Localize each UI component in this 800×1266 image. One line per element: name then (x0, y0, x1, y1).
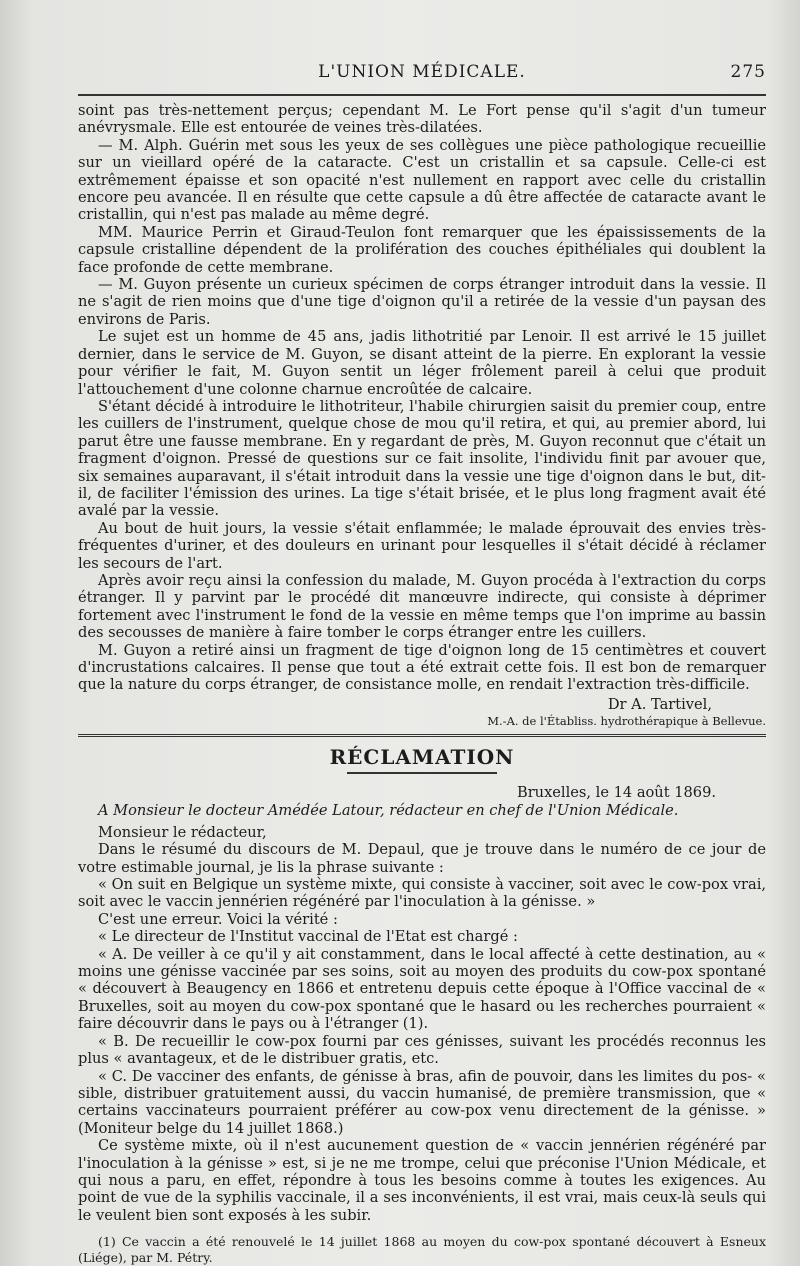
paragraph-1: soint pas très-nettement perçus; cependant M. Le Fort pense qu'il s'agit d'un tumeur anévrysmale. Elle est entourée de veines très-dilatées. (78, 102, 766, 137)
letter-date: Bruxelles, le 14 août 1869. (516, 783, 716, 801)
footnote: (1) Ce vaccin a été renouvelé le 14 juillet 1868 au moyen du cow-pox spontané découvert à Esneux (Liége), par M. Pétry. (78, 1234, 766, 1266)
paragraph-4: — M. Guyon présente un curieux spécimen de corps étranger introduit dans la vessie. Il ne s'agit de rien moins que d'une tige d'oignon qu'il a retirée de la vessie d'un paysan des environs de Paris. (78, 276, 766, 328)
letter-paragraph-7: « C. De vacciner des enfants, de génisse à bras, afin de pouvoir, dans les limites du pos- « sible, distribuer gratuitement aussi, du vaccin humanisé, de première transmission, que « certains vaccinateurs pourraient préférer au cow-pox venu directement de la génisse. » (Moniteur belge du 14 juillet 1868.) (78, 1067, 766, 1137)
paragraph-7: Au bout de huit jours, la vessie s'était enflammée; le malade éprouvait des envies très-fréquentes d'uriner, et des douleurs en urinant pour lesquelles il s'était décidé à réclamer les secours de l'art. (78, 519, 766, 572)
paragraph-8: Après avoir reçu ainsi la confession du malade, M. Guyon procéda à l'extraction du corps étranger. Il y parvint par le procédé dit manœuvre indirecte, qui consiste à déprimer fortement avec l'instrument le fond de la vessie en même temps que l'on imprime au bassin des secousses de manière à faire tomber le corps étranger entre les cuillers. (78, 571, 766, 642)
title-underline (347, 772, 497, 774)
letter-paragraph-6: « B. De recueillir le cow-pox fourni par ces génisses, suivant les procédés reconnus les plus « avantageux, et de le distribuer gratis, etc. (78, 1032, 766, 1068)
letter-paragraph-5: « A. De veiller à ce qu'il y ait constamment, dans le local affecté à cette destination, au « moins une génisse vaccinée par ses soins, soit au moyen des produits du cow-pox spontané « découvert à Beaugency en 1866 et entretenu depuis cette époque à l'Office vaccinal de « Bruxelles, soit au moyen du cow-pox spontané que le hasard ou les recherches pourraient « faire découvrir dans le pays ou à l'étranger (1). (78, 945, 766, 1033)
letter-salutation: Monsieur le rédacteur, (98, 823, 267, 841)
paragraph-9: M. Guyon a retiré ainsi un fragment de tige d'oignon long de 15 centimètres et couvert d'incrustations calcaires. Il pense que tout a été extrait cette fois. Il est bon de remarquer que la nature du corps étranger, de consistance molle, en rendait l'extraction très-difficile. (78, 641, 766, 694)
paragraph-5: Le sujet est un homme de 45 ans, jadis lithotritié par Lenoir. Il est arrivé le 15 juillet dernier, dans le service de M. Guyon, se disant atteint de la pierre. En explorant la vessie pour vérifier le fait, M. Guyon sentit un léger frôlement pareil à celui que produit l'attouchement d'une colonne charnue encroûtée de calcaire. (78, 328, 766, 398)
letter-address: A Monsieur le docteur Amédée Latour, rédacteur en chef de l'Union Médicale. (98, 801, 679, 819)
paragraph-2: — M. Alph. Guérin met sous les yeux de ses collègues une pièce pathologique recueillie sur un vieillard opéré de la cataracte. C'est un cristallin et sa capsule. Celle-ci est extrêmement épaisse et son opacité n'est nullement en rapport avec celle du cristallin encore peu avancée. Il en résulte que cette capsule a dû être affectée de cataracte avant le cristallin, qui n'est pas malade au même degré. (78, 136, 766, 224)
paragraph-6: S'étant décidé à introduire le lithotriteur, l'habile chirurgien saisit du premier coup, entre les cuillers de l'instrument, quelque chose de mou qu'il retira, et qui, au premier abord, lui parut être une fausse membrane. En y regardant de près, M. Guyon reconnut que c'était un fragment d'oignon. Pressé de questions sur ce fait insolite, l'individu finit par avouer que, six semaines auparavant, il s'était introduit dans la vessie une tige d'oignon dans le but, dit-il, de faciliter l'émission des urines. La tige s'était brisée, et le plus long fragment avait été avalé par la vessie. (78, 397, 766, 520)
page-number: 275 (730, 62, 766, 82)
header-rule (78, 94, 766, 96)
signature-name: Dr A. Tartivel, (607, 695, 712, 713)
letter-paragraph-3: C'est une erreur. Voici la vérité : (98, 910, 338, 928)
letter-paragraph-8: Ce système mixte, où il n'est aucunement question de « vaccin jennérien régénéré par l'inoculation à la génisse » est, si je ne me trompe, celui que préconise l'Union Médicale, et qui nous a paru, en effet, répondre à tous les besoins comme à toutes les exigences. Au point de vue de la syphilis vaccinale, il a ses inconvénients, il est vrai, mais ceux-là seuls qui le veulent bien sont exposés à les subir. (78, 1137, 766, 1224)
letter-paragraph-4: « Le directeur de l'Institut vaccinal de l'Etat est chargé : (98, 928, 518, 946)
section-title: RÉCLAMATION (329, 744, 515, 769)
letter-paragraph-1: Dans le résumé du discours de M. Depaul, que je trouve dans le numéro de ce jour de votre estimable journal, je lis la phrase suivante : (78, 841, 766, 876)
letter-paragraph-2: « On suit en Belgique un système mixte, qui consiste à vacciner, soit avec le cow-pox vrai, soit avec le vaccin jennérien régénéré par l'inoculation à la génisse. » (78, 876, 766, 911)
paragraph-3: MM. Maurice Perrin et Giraud-Teulon font remarquer que les épaississements de la capsule cristalline dépendent de la prolifération des couches épithéliales qui doublent la face profonde de cette membrane. (78, 223, 766, 276)
signature-affiliation: M.-A. de l'Établiss. hydrothérapique à Bellevue. (487, 713, 766, 728)
running-header (78, 62, 766, 92)
section-divider (78, 734, 766, 737)
journal-title: L'UNION MÉDICALE. (318, 62, 526, 82)
